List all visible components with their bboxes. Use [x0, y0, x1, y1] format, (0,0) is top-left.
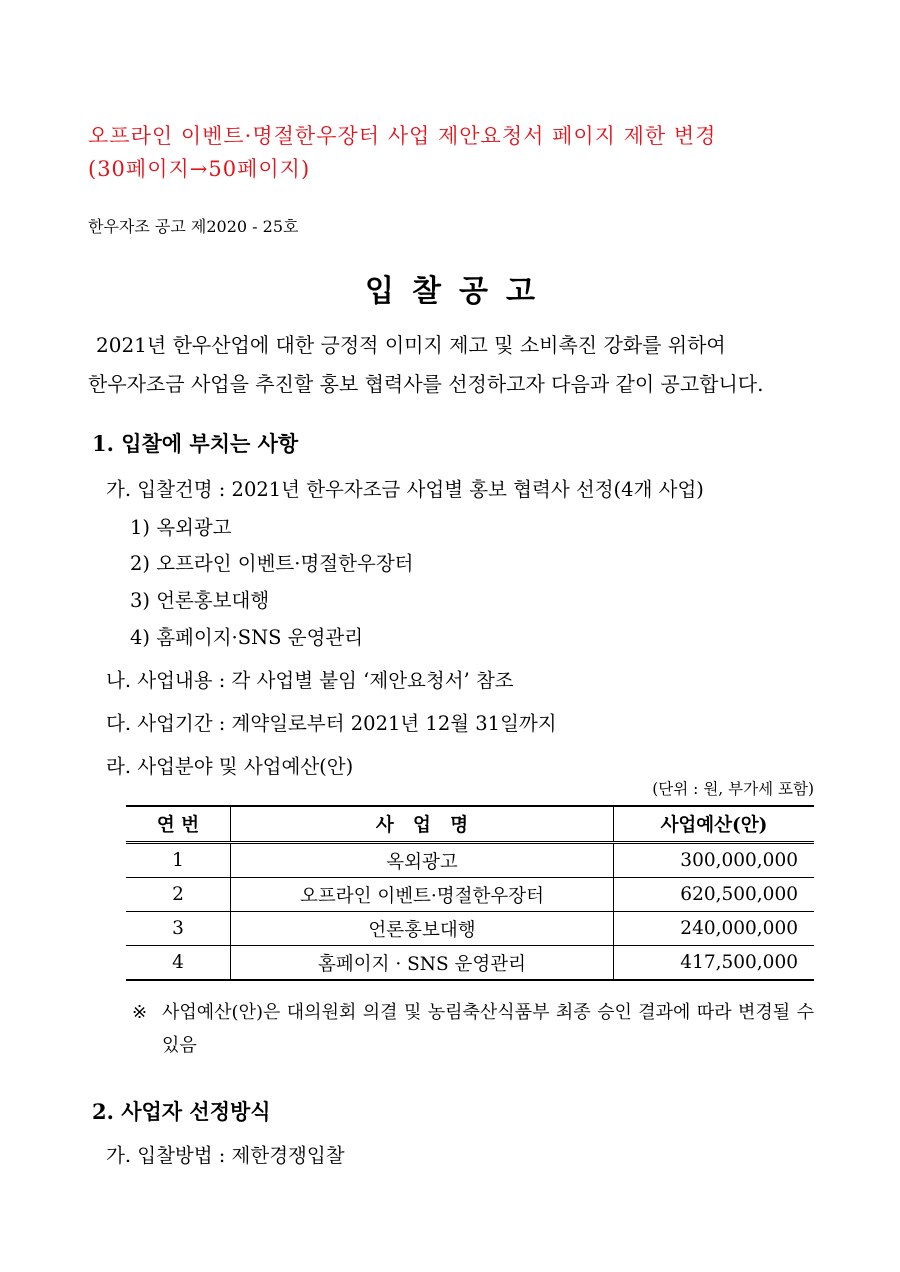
table-row: [126, 946, 814, 981]
project-item: 4) 홈페이지·SNS 운영관리: [130, 626, 364, 649]
project-item: 1) 옥외광고: [130, 516, 232, 539]
table-row: [126, 843, 814, 878]
budget-footnote: [132, 996, 814, 1062]
intro-line1: 2021년 한우산업에 대한 긍정적 이미지 제고 및 소비촉진 강화를 위하여: [96, 333, 726, 357]
cell-project-name: 홈페이지 · SNS 운영관리: [231, 946, 614, 981]
reference-mark-icon: ※: [132, 1002, 148, 1023]
cell-number: 3: [126, 912, 231, 946]
cell-budget: 300,000,000: [614, 843, 815, 878]
table-row: [126, 878, 814, 912]
cell-budget: 417,500,000: [614, 946, 815, 981]
table-row: [126, 912, 814, 946]
cell-project-name: 오프라인 이벤트·명절한우장터: [231, 878, 614, 912]
column-header-number: 연 번: [126, 806, 231, 843]
page-title: 입찰공고: [365, 274, 553, 309]
footnote-text: 사업예산(안)은 대의원회 의결 및 농림축산식품부 최종 승인 결과에 따라 변경될 수 있음: [162, 1002, 814, 1056]
budget-table: [126, 805, 814, 981]
item-ga-bid-method: 가. 입찰방법 : 제한경쟁입찰: [106, 1144, 345, 1167]
change-notice-line2: (30페이지→50페이지): [88, 157, 311, 181]
table-header-row: [126, 806, 814, 843]
cell-budget: 620,500,000: [614, 878, 815, 912]
cell-project-name: 옥외광고: [231, 843, 614, 878]
project-item: 2) 오프라인 이벤트·명절한우장터: [130, 552, 414, 575]
cell-project-name: 언론홍보대행: [231, 912, 614, 946]
unit-note: (단위 : 원, 부가세 포함): [652, 780, 814, 798]
column-header-project-name: 사 업 명: [231, 806, 614, 843]
item-na-content: 나. 사업내용 : 각 사업별 붙임 ‘제안요청서’ 참조: [106, 669, 514, 692]
change-notice-line1: 오프라인 이벤트·명절한우장터 사업 제안요청서 페이지 제한 변경: [88, 124, 717, 148]
cell-number: 2: [126, 878, 231, 912]
cell-number: 4: [172, 952, 184, 973]
project-item: 3) 언론홍보대행: [130, 589, 270, 612]
item-ra-budget: 라. 사업분야 및 사업예산(안): [106, 755, 354, 778]
intro-line2: 한우자조금 사업을 추진할 홍보 협력사를 선정하고자 다음과 같이 공고합니다.: [88, 372, 764, 396]
cell-budget: 240,000,000: [614, 912, 815, 946]
item-da-period: 다. 사업기간 : 계약일로부터 2021년 12월 31일까지: [106, 712, 557, 735]
section1-heading: 1. 입찰에 부치는 사항: [92, 431, 299, 456]
cell-number: 1: [126, 843, 231, 878]
section2-heading: 2. 사업자 선정방식: [92, 1099, 271, 1124]
column-header-budget: 사업예산(안): [614, 806, 815, 843]
item-ga-bid-name: 가. 입찰건명 : 2021년 한우자조금 사업별 홍보 협력사 선정(4개 사업): [106, 478, 704, 501]
document-number: 한우자조 공고 제2020 - 25호: [88, 217, 299, 236]
